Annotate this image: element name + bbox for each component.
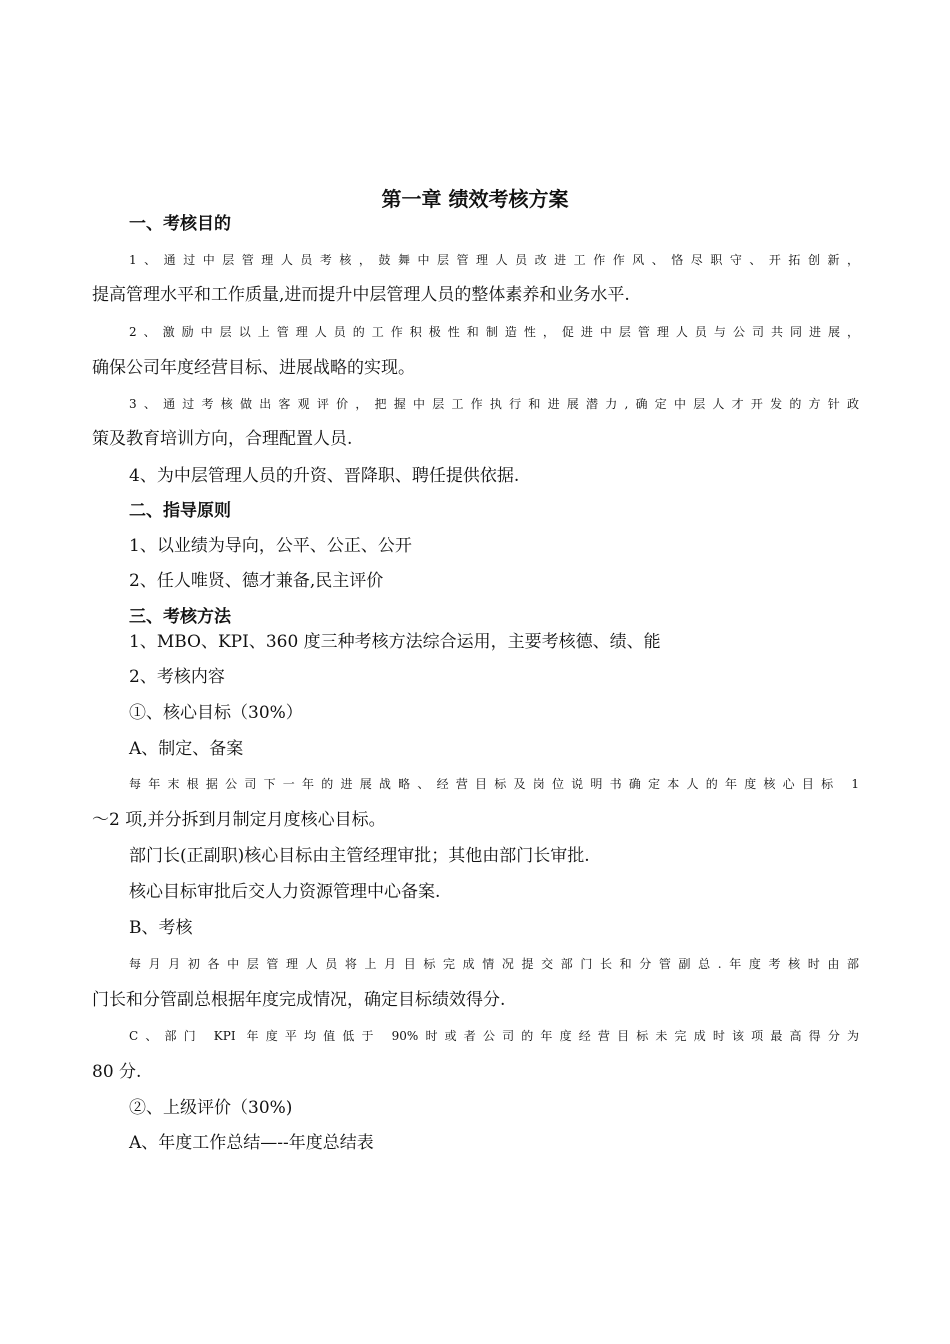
paragraph-line: 2、激励中层以上管理人员的工作积极性和制造性，促进中层管理人员与公司共同进展，: [129, 325, 859, 339]
paragraph-line: 1、以业绩为导向，公平、公正、公开: [129, 536, 412, 556]
paragraph-line: C、部门 KPI 年度平均值低于 90%时或者公司的年度经营目标未完成时该项最高得分为: [129, 1029, 859, 1043]
paragraph-line: 门长和分管副总根据年度完成情况，确定目标绩效得分.: [92, 990, 506, 1010]
paragraph-line: 1、通过中层管理人员考核，鼓舞中层管理人员改进工作作风、恪尽职守、开拓创新，: [129, 253, 859, 267]
paragraph-line: 4、为中层管理人员的升资、晋降职、聘任提供依据.: [129, 466, 520, 486]
paragraph-line: 2、任人唯贤、德才兼备,民主评价: [129, 571, 384, 591]
paragraph-line: 部门长(正副职)核心目标由主管经理审批；其他由部门长审批.: [129, 846, 590, 866]
paragraph-line: 每年末根据公司下一年的进展战略、经营目标及岗位说明书确定本人的年度核心目标 1: [129, 777, 859, 791]
page-title: 第一章 绩效考核方案: [381, 187, 569, 211]
paragraph-line: 80 分.: [92, 1062, 142, 1082]
paragraph-line: 1、MBO、KPI、360 度三种考核方法综合运用，主要考核德、绩、能: [129, 632, 661, 652]
section-heading: 三、考核方法: [129, 607, 231, 627]
section-heading: 二、指导原则: [129, 501, 231, 521]
paragraph-line: ～2 项,并分拆到月制定月度核心目标。: [92, 810, 386, 830]
paragraph-line: 每月月初各中层管理人员将上月目标完成情况提交部门长和分管副总.年度考核时由部: [129, 957, 859, 971]
paragraph-line: 确保公司年度经营目标、进展战略的实现。: [92, 358, 415, 378]
paragraph-line: 策及教育培训方向，合理配置人员.: [92, 429, 353, 449]
paragraph-line: A、年度工作总结—--年度总结表: [129, 1133, 374, 1153]
section-heading: 一、考核目的: [129, 214, 231, 234]
paragraph-line: ②、上级评价（30%): [129, 1098, 293, 1118]
paragraph-line: B、考核: [129, 918, 193, 938]
paragraph-line: ①、核心目标（30%）: [129, 703, 303, 723]
paragraph-line: 提高管理水平和工作质量,进而提升中层管理人员的整体素养和业务水平.: [92, 285, 630, 305]
paragraph-line: 3、通过考核做出客观评价，把握中层工作执行和进展潜力,确定中层人才开发的方针政: [129, 397, 859, 411]
paragraph-line: 2、考核内容: [129, 667, 225, 687]
paragraph-line: A、制定、备案: [129, 739, 244, 759]
paragraph-line: 核心目标审批后交人力资源管理中心备案.: [129, 882, 441, 902]
